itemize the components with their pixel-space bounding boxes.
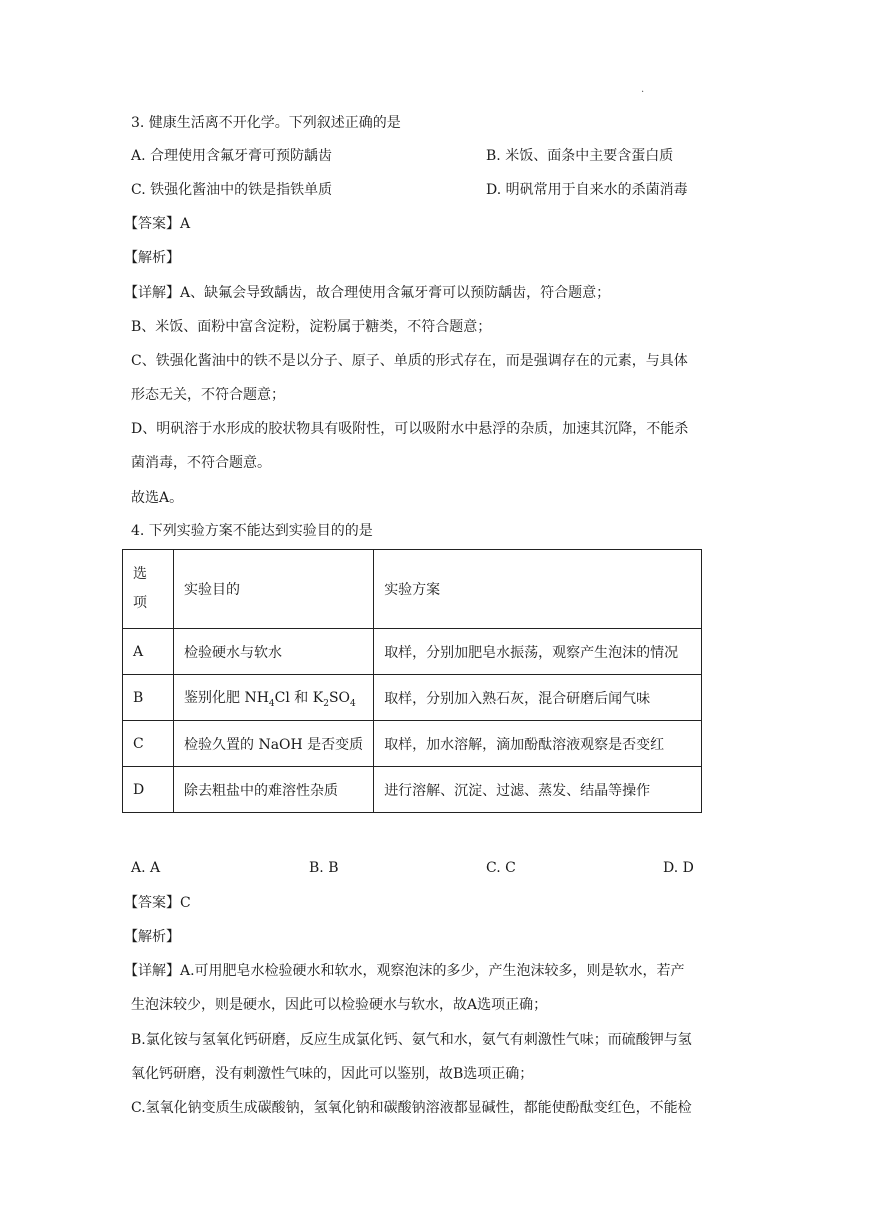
row-plan: 取样，分别加入熟石灰，混合研磨后闻气味 xyxy=(374,675,702,721)
row-option: C xyxy=(123,721,174,767)
q4-explain-line: 氧化钙研磨，没有刺激性气味的，因此可以鉴别，故B选项正确； xyxy=(131,1066,534,1082)
table-row xyxy=(123,721,702,767)
q4-answer: 【答案】C xyxy=(124,895,191,911)
q3-stem: 3. 健康生活离不开化学。下列叙述正确的是 xyxy=(131,115,401,131)
table-row xyxy=(123,675,702,721)
q4-stem: 4. 下列实验方案不能达到实验目的的是 xyxy=(131,523,373,539)
q3-option-b: B. 米饭、面条中主要含蛋白质 xyxy=(486,148,674,164)
q4-choice-c: C. C xyxy=(486,860,516,876)
row-option: A xyxy=(123,629,174,675)
header-dot: . xyxy=(641,84,645,95)
q4-analysis-title: 【解析】 xyxy=(124,929,180,945)
q3-option-a: A. 合理使用含氟牙膏可预防龋齿 xyxy=(131,148,333,164)
q3-answer: 【答案】A xyxy=(124,216,191,232)
row-option: D xyxy=(123,767,174,813)
q3-explain-line: 故选A。 xyxy=(131,490,184,506)
header-option-bottom: 项 xyxy=(133,595,147,611)
row-goal: 检验硬水与软水 xyxy=(174,629,374,675)
row-option: B xyxy=(123,675,174,721)
row-plan: 进行溶解、沉淀、过滤、蒸发、结晶等操作 xyxy=(374,767,702,813)
q3-explain-line: 菌消毒，不符合题意。 xyxy=(131,455,271,471)
row-plan: 取样，分别加肥皂水振荡，观察产生泡沫的情况 xyxy=(374,629,702,675)
subscript: 4 xyxy=(268,698,275,709)
table-row xyxy=(123,629,702,675)
goal-text: 鉴别化肥 NH xyxy=(184,689,269,706)
goal-text: SO xyxy=(328,689,351,706)
row-goal xyxy=(174,675,374,721)
q3-explain-line: 【详解】A、缺氟会导致龋齿，故合理使用含氟牙膏可以预防龋齿，符合题意； xyxy=(124,285,611,301)
q4-explain-line: B.氯化铵与氢氧化钙研磨，反应生成氯化钙、氨气和水，氨气有刺激性气味；而硫酸钾与氢 xyxy=(131,1032,692,1048)
row-goal: 检验久置的 NaOH 是否变质 xyxy=(174,721,374,767)
q3-explain-line: B、米饭、面粉中富含淀粉，淀粉属于糖类，不符合题意； xyxy=(131,319,492,335)
q3-option-d: D. 明矾常用于自来水的杀菌消毒 xyxy=(486,182,688,198)
q4-explain-line: C.氢氧化钠变质生成碳酸钠，氢氧化钠和碳酸钠溶液都显碱性，都能使酚酞变红色，不能检 xyxy=(131,1100,692,1116)
q3-explain-line: 形态无关，不符合题意； xyxy=(131,387,285,403)
q3-explain-line: D、明矾溶于水形成的胶状物具有吸附性，可以吸附水中悬浮的杂质，加速其沉降，不能杀 xyxy=(131,421,689,437)
header-goal: 实验目的 xyxy=(174,550,374,629)
q4-choice-a: A. A xyxy=(131,860,161,876)
goal-text: Cl 和 K xyxy=(274,689,324,706)
row-plan: 取样，加水溶解，滴加酚酞溶液观察是否变红 xyxy=(374,721,702,767)
q3-explain-line: C、铁强化酱油中的铁不是以分子、原子、单质的形式存在，而是强调存在的元素，与具体 xyxy=(131,353,688,369)
header-plan: 实验方案 xyxy=(374,550,702,629)
q4-choice-d: D. D xyxy=(663,860,694,876)
q4-choice-b: B. B xyxy=(309,860,339,876)
row-goal: 除去粗盐中的难溶性杂质 xyxy=(174,767,374,813)
subscript: 2 xyxy=(323,698,329,709)
subscript: 4 xyxy=(350,698,356,709)
q4-explain-line: 【详解】A.可用肥皂水检验硬水和软水，观察泡沫的多少，产生泡沫较多，则是软水，若产 xyxy=(124,963,685,979)
header-option-top: 选 xyxy=(133,566,147,582)
q3-option-c: C. 铁强化酱油中的铁是指铁单质 xyxy=(131,182,333,198)
table-row xyxy=(123,767,702,813)
q4-explain-line: 生泡沫较少，则是硬水，因此可以检验硬水与软水，故A选项正确； xyxy=(131,997,548,1013)
q4-table-header xyxy=(123,550,702,629)
header-option xyxy=(123,550,174,629)
q3-analysis-title: 【解析】 xyxy=(124,250,180,266)
q4-table xyxy=(122,549,702,813)
